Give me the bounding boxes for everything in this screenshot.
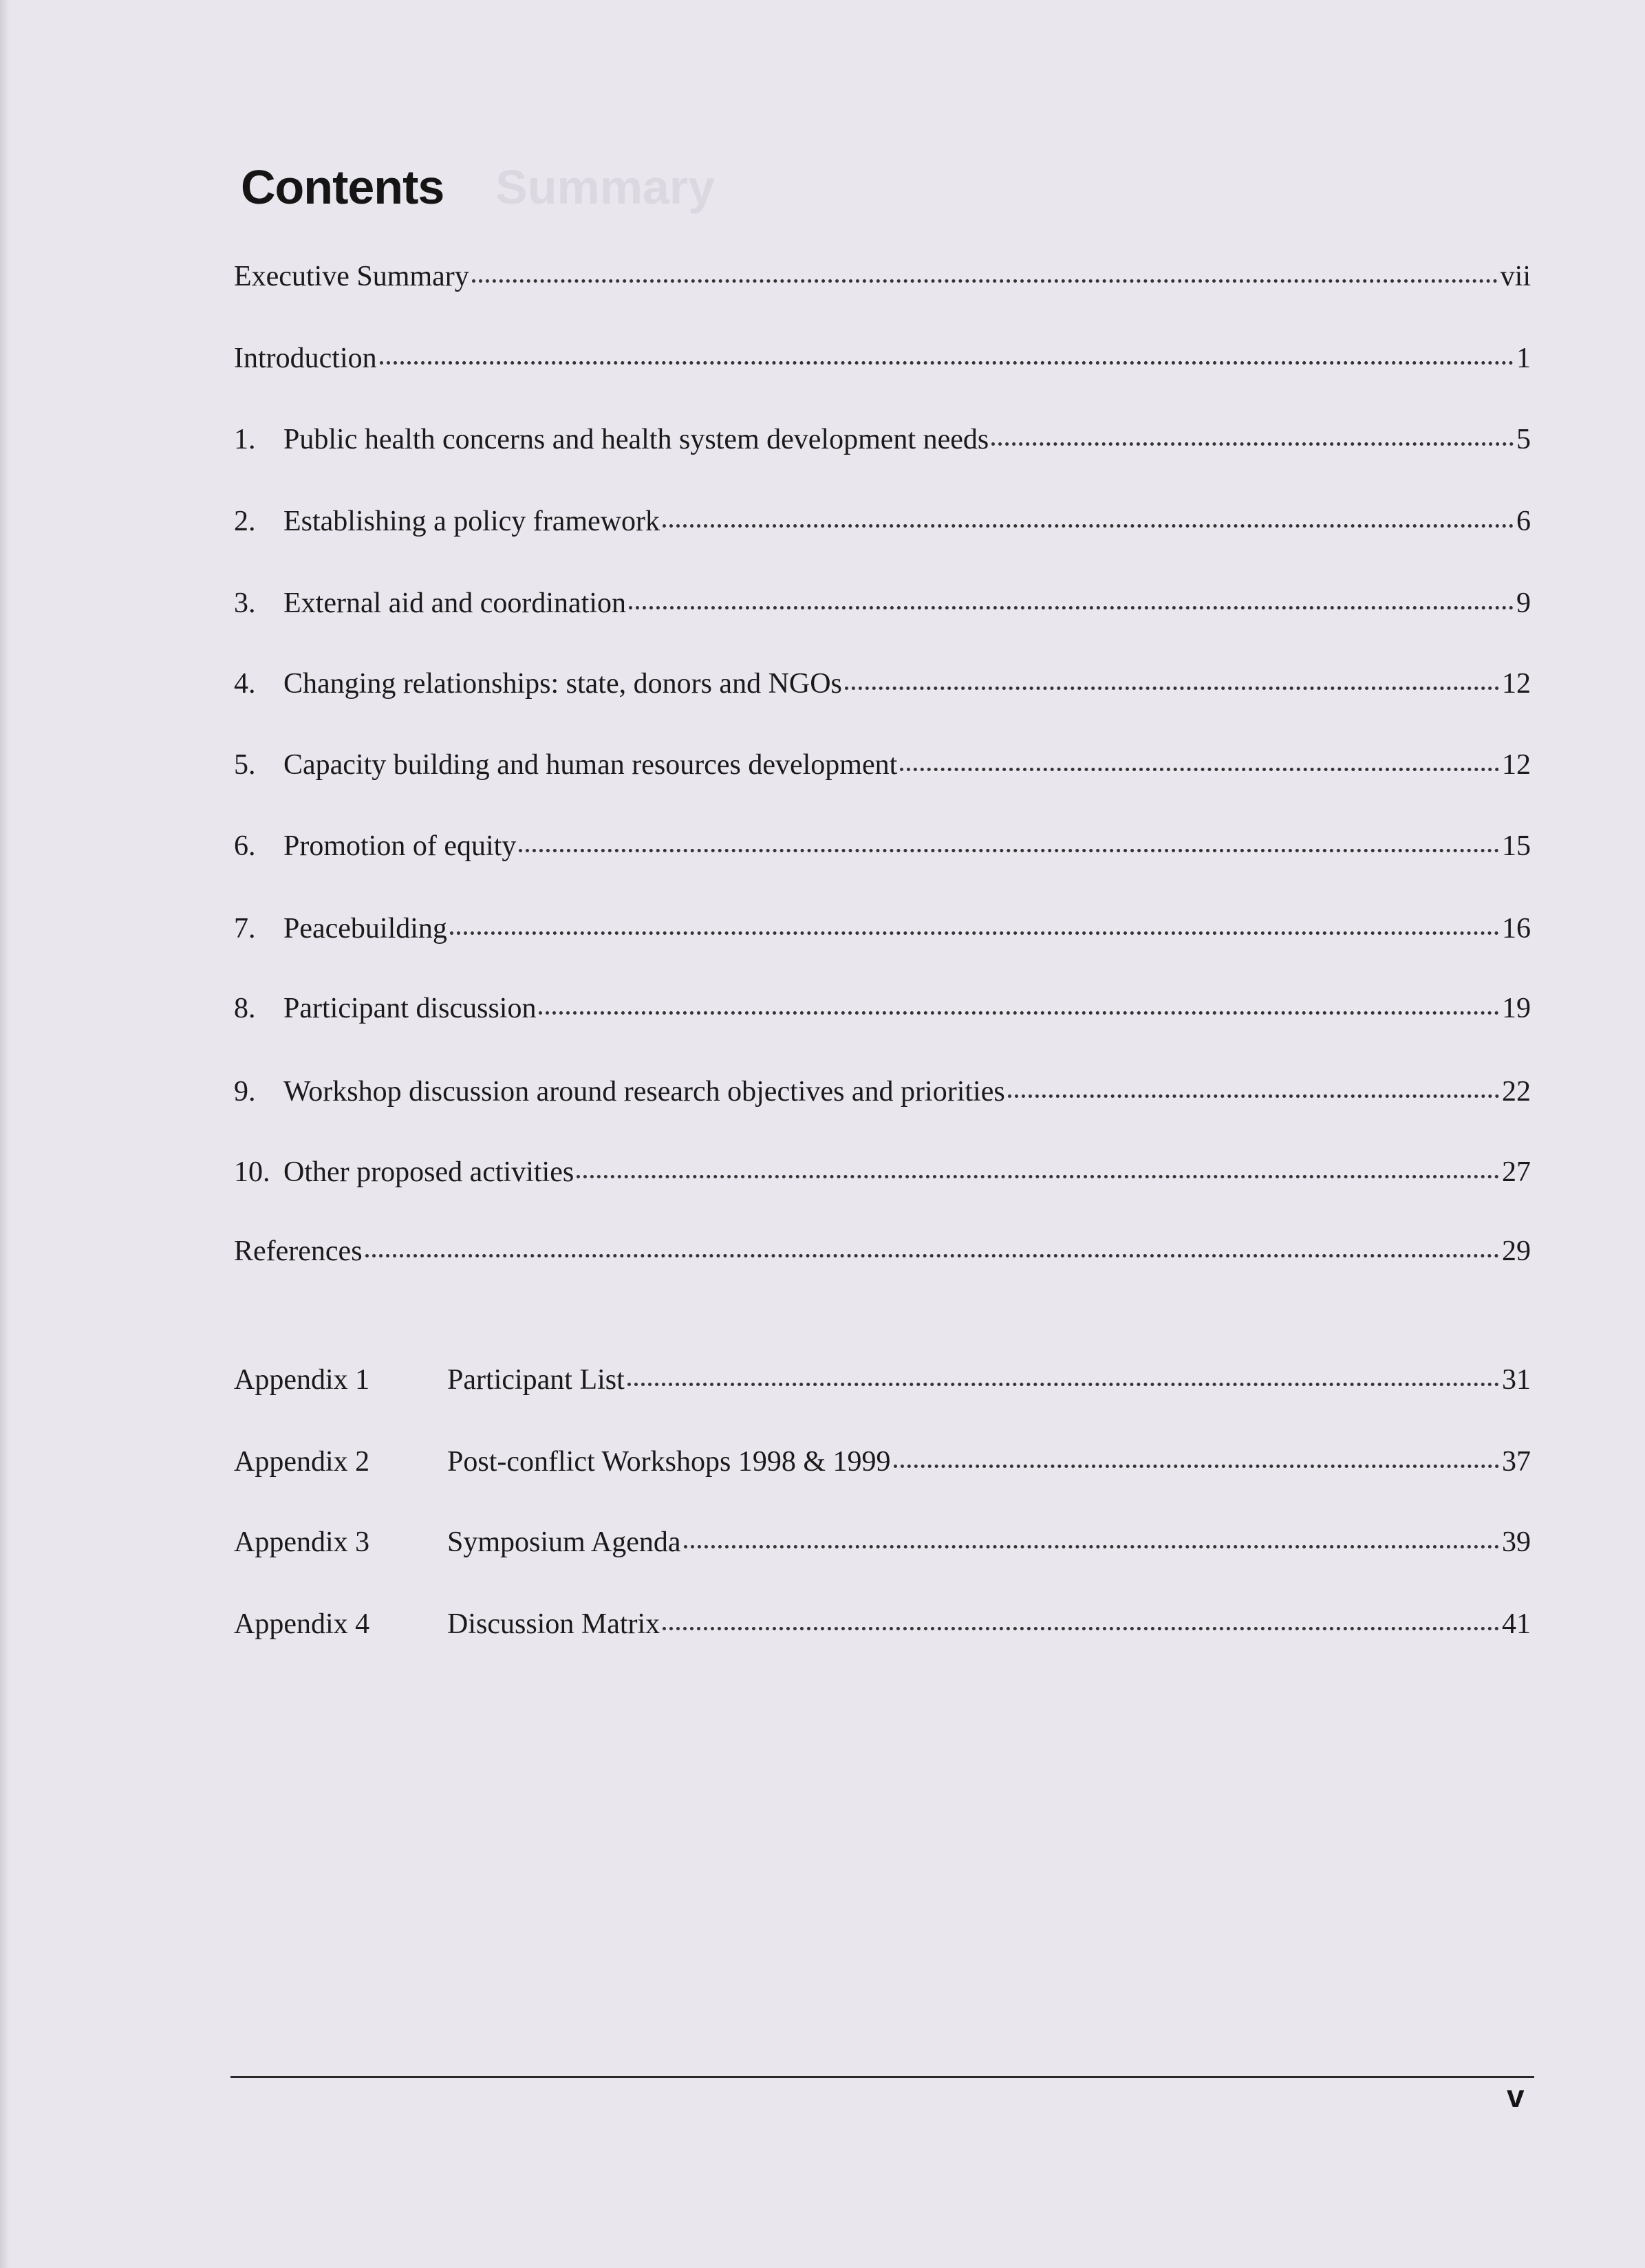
toc-entry-label: Workshop discussion around research objectives and priorities (283, 1076, 1005, 1108)
toc-entry[interactable] (234, 912, 1531, 953)
toc-entry[interactable] (234, 342, 1531, 383)
toc-entry[interactable] (234, 667, 1531, 709)
toc-entry-label: Establishing a policy framework (283, 506, 660, 537)
toc-entry-number: 5. (234, 749, 256, 781)
dot-leader (991, 438, 1514, 446)
toc-entry[interactable] (234, 1156, 1531, 1197)
toc-entry-number: 7. (234, 913, 256, 944)
toc-entry-label: Promotion of equity (283, 830, 517, 862)
toc-entry[interactable] (234, 505, 1531, 546)
dot-leader (519, 845, 1499, 852)
toc-entry-number: 3. (234, 587, 256, 619)
appendix-number: Appendix 2 (234, 1446, 370, 1478)
toc-entry-number: 10. (234, 1156, 270, 1188)
toc-entry-label: Participant discussion (283, 993, 537, 1024)
dot-leader (663, 520, 1514, 528)
toc-page-number: 31 (1502, 1364, 1531, 1396)
toc-page-number: 27 (1502, 1156, 1531, 1188)
toc-page-number: 12 (1502, 668, 1531, 700)
toc-entry-label: References (234, 1235, 363, 1267)
dot-leader (450, 927, 1499, 935)
dot-leader (684, 1541, 1499, 1548)
toc-entry[interactable] (234, 830, 1531, 871)
toc-entry[interactable] (234, 423, 1531, 464)
toc-page-number: 37 (1502, 1446, 1531, 1478)
toc-entry-number: 8. (234, 993, 256, 1024)
dot-leader (1008, 1090, 1499, 1098)
appendix-entry[interactable] (234, 1363, 1531, 1405)
toc-entry-label: Public health concerns and health system development needs (283, 424, 989, 455)
appendix-number: Appendix 3 (234, 1526, 370, 1558)
toc-entry-label: Other proposed activities (283, 1156, 574, 1188)
dot-leader (539, 1007, 1499, 1015)
toc-entry-label: Changing relationships: state, donors and NGOs (283, 668, 842, 700)
toc-entry-label: Capacity building and human resources development (283, 749, 898, 781)
toc-entry-number: 2. (234, 506, 256, 537)
toc-page-number: 6 (1516, 506, 1531, 537)
appendix-label: Symposium Agenda (447, 1526, 681, 1558)
dot-leader (845, 682, 1499, 690)
toc-page-number: 22 (1502, 1076, 1531, 1108)
toc-page-number: 16 (1502, 913, 1531, 944)
toc-entry-label: Peacebuilding (283, 913, 447, 944)
dot-leader (365, 1250, 1499, 1257)
dot-leader (900, 764, 1499, 771)
toc-entry-label: External aid and coordination (283, 587, 626, 619)
appendix-entry[interactable] (234, 1526, 1531, 1567)
toc-entry[interactable] (234, 260, 1531, 301)
dot-leader (577, 1171, 1499, 1178)
appendix-label: Participant List (447, 1364, 625, 1396)
toc-entry-number: 6. (234, 830, 256, 862)
toc-entry[interactable] (234, 587, 1531, 628)
toc-page-number: 9 (1516, 587, 1531, 619)
toc-page-number: 19 (1502, 993, 1531, 1024)
toc-page-number: 5 (1516, 424, 1531, 455)
dot-leader (629, 602, 1514, 609)
toc-entry[interactable] (234, 1235, 1531, 1276)
toc-page-number: 15 (1502, 830, 1531, 862)
toc-page-number: 39 (1502, 1526, 1531, 1558)
toc-entry[interactable] (234, 1075, 1531, 1116)
dot-leader (380, 357, 1514, 365)
dot-leader (627, 1379, 1499, 1386)
toc-entry[interactable] (234, 748, 1531, 790)
toc-entry-number: 4. (234, 668, 256, 700)
toc-page-number: 29 (1502, 1235, 1531, 1267)
appendix-label: Post-conflict Workshops 1998 & 1999 (447, 1446, 891, 1478)
page-edge-shadow (0, 0, 10, 2268)
toc-entry-label: Introduction (234, 343, 377, 374)
page-title: Contents (241, 160, 444, 214)
toc-page-number: 12 (1502, 749, 1531, 781)
footer-rule (230, 2076, 1534, 2078)
dot-leader (894, 1460, 1500, 1468)
toc-page-number: vii (1500, 261, 1531, 292)
appendix-number: Appendix 4 (234, 1608, 370, 1640)
dot-leader (472, 275, 1498, 283)
toc-page-number: 41 (1502, 1608, 1531, 1640)
toc-entry-number: 1. (234, 424, 256, 455)
appendix-entry[interactable] (234, 1608, 1531, 1649)
dot-leader (663, 1623, 1499, 1630)
show-through-heading: Summary (495, 160, 716, 214)
toc-page-number: 1 (1516, 343, 1531, 374)
toc-entry-label: Executive Summary (234, 261, 469, 292)
toc-entry-number: 9. (234, 1076, 256, 1108)
toc-entry[interactable] (234, 992, 1531, 1033)
page-number-folio: v (1507, 2078, 1525, 2114)
appendix-number: Appendix 1 (234, 1364, 370, 1396)
appendix-label: Discussion Matrix (447, 1608, 660, 1640)
appendix-entry[interactable] (234, 1445, 1531, 1487)
